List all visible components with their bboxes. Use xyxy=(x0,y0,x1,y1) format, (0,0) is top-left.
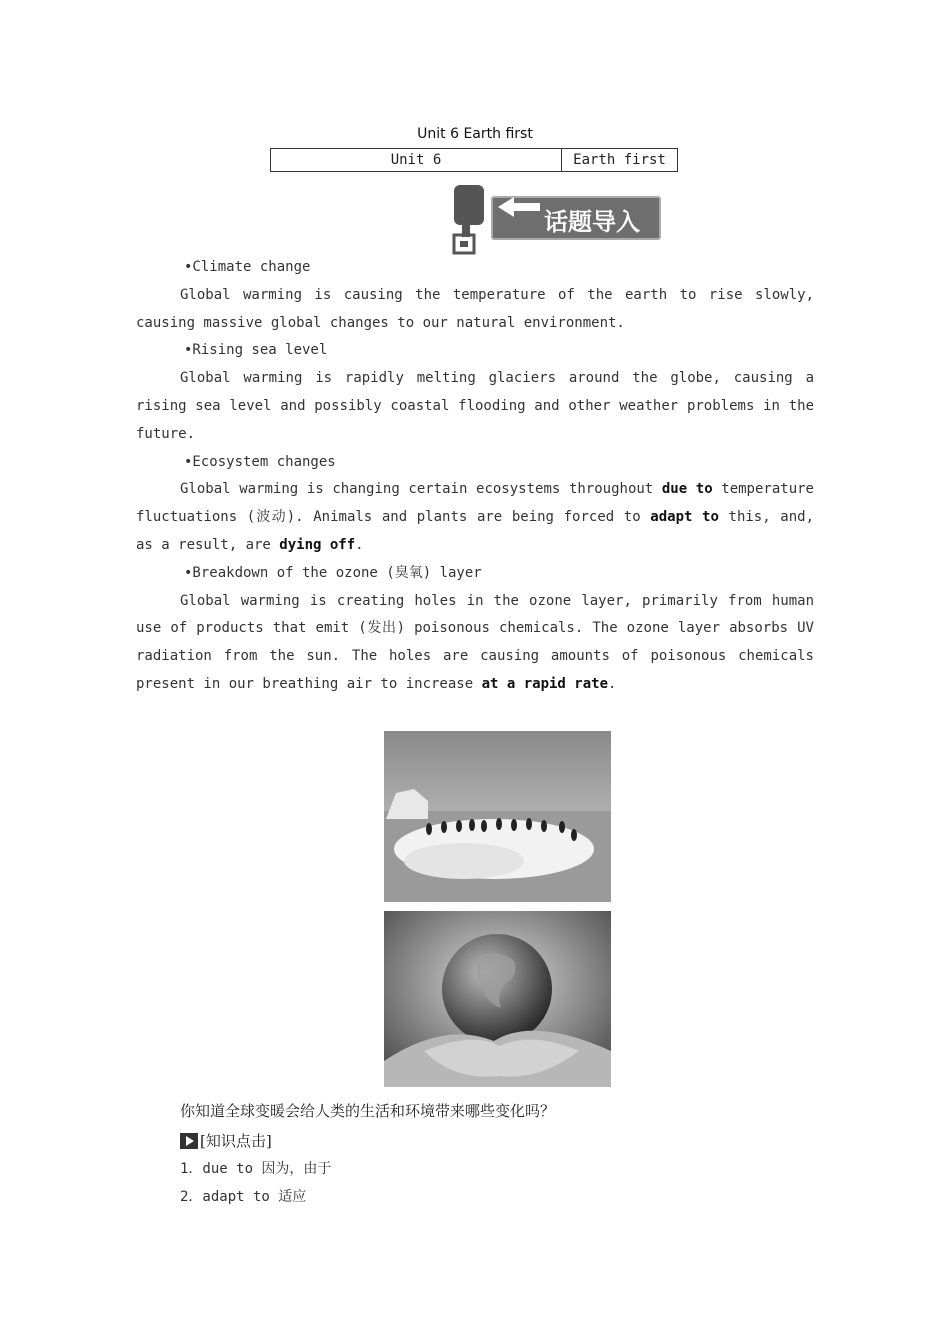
unit-number-cell: Unit 6 xyxy=(271,149,562,171)
section-heading: •Breakdown of the ozone (臭氧) layer xyxy=(184,564,482,581)
section-paragraph: Global warming is causing the temperature of the earth to rise slowly, causing massive global changes to our natural environment. xyxy=(136,286,814,331)
key-phrase: adapt to xyxy=(650,509,719,526)
section-paragraph xyxy=(136,476,814,559)
text-run: Global warming is creating holes in the ozone layer, primarily from human use of products that emit (发出) poisonous chemicals. The ozone layer absorbs UV radiation from the sun. The holes are causing amounts of poisonous chemicals present in our breathing air to increase xyxy=(136,592,814,692)
text-run: temperature fluctuations (波动). Animals and plants are being forced to xyxy=(136,481,814,526)
knowledge-point-heading xyxy=(180,1130,272,1151)
unit-header-table xyxy=(270,148,678,172)
section-paragraph: Global warming is rapidly melting glaciers around the globe, causing a rising sea level and possibly coastal flooding and other weather problems in the future. xyxy=(136,370,814,442)
section-heading: •Rising sea level xyxy=(184,342,328,359)
text-run: Global warming is changing certain ecosystems throughout xyxy=(180,481,662,498)
page-title: Unit 6 Earth first xyxy=(417,126,533,142)
list-item: 1．due to 因为，由于 xyxy=(180,1161,332,1177)
list-item: 2．adapt to 适应 xyxy=(180,1189,307,1205)
key-phrase: due to xyxy=(661,481,713,498)
section-heading: •Ecosystem changes xyxy=(184,453,336,470)
banner-label: 话题导入 xyxy=(544,208,640,236)
pointing-hand-icon xyxy=(454,185,484,253)
discussion-question: 你知道全球变暖会给人类的生活和环境带来哪些变化吗？ xyxy=(180,1102,556,1120)
unit-title-cell: Earth first xyxy=(573,152,666,168)
play-icon xyxy=(180,1133,198,1149)
text-run: this, and, as a result, are xyxy=(136,509,814,553)
penguins-on-ice-photo xyxy=(384,731,611,902)
article-body xyxy=(136,254,814,699)
text-run: . xyxy=(355,536,364,553)
section-paragraph xyxy=(136,588,814,699)
text-run: . xyxy=(608,675,617,692)
section-heading: •Climate change xyxy=(184,259,311,275)
earth-in-hands-photo xyxy=(384,911,611,1087)
knowledge-point-label: [知识点击] xyxy=(200,1132,272,1150)
topic-intro-banner xyxy=(452,183,662,255)
key-phrase: at a rapid rate xyxy=(481,675,609,692)
key-phrase: dying off xyxy=(279,536,356,553)
